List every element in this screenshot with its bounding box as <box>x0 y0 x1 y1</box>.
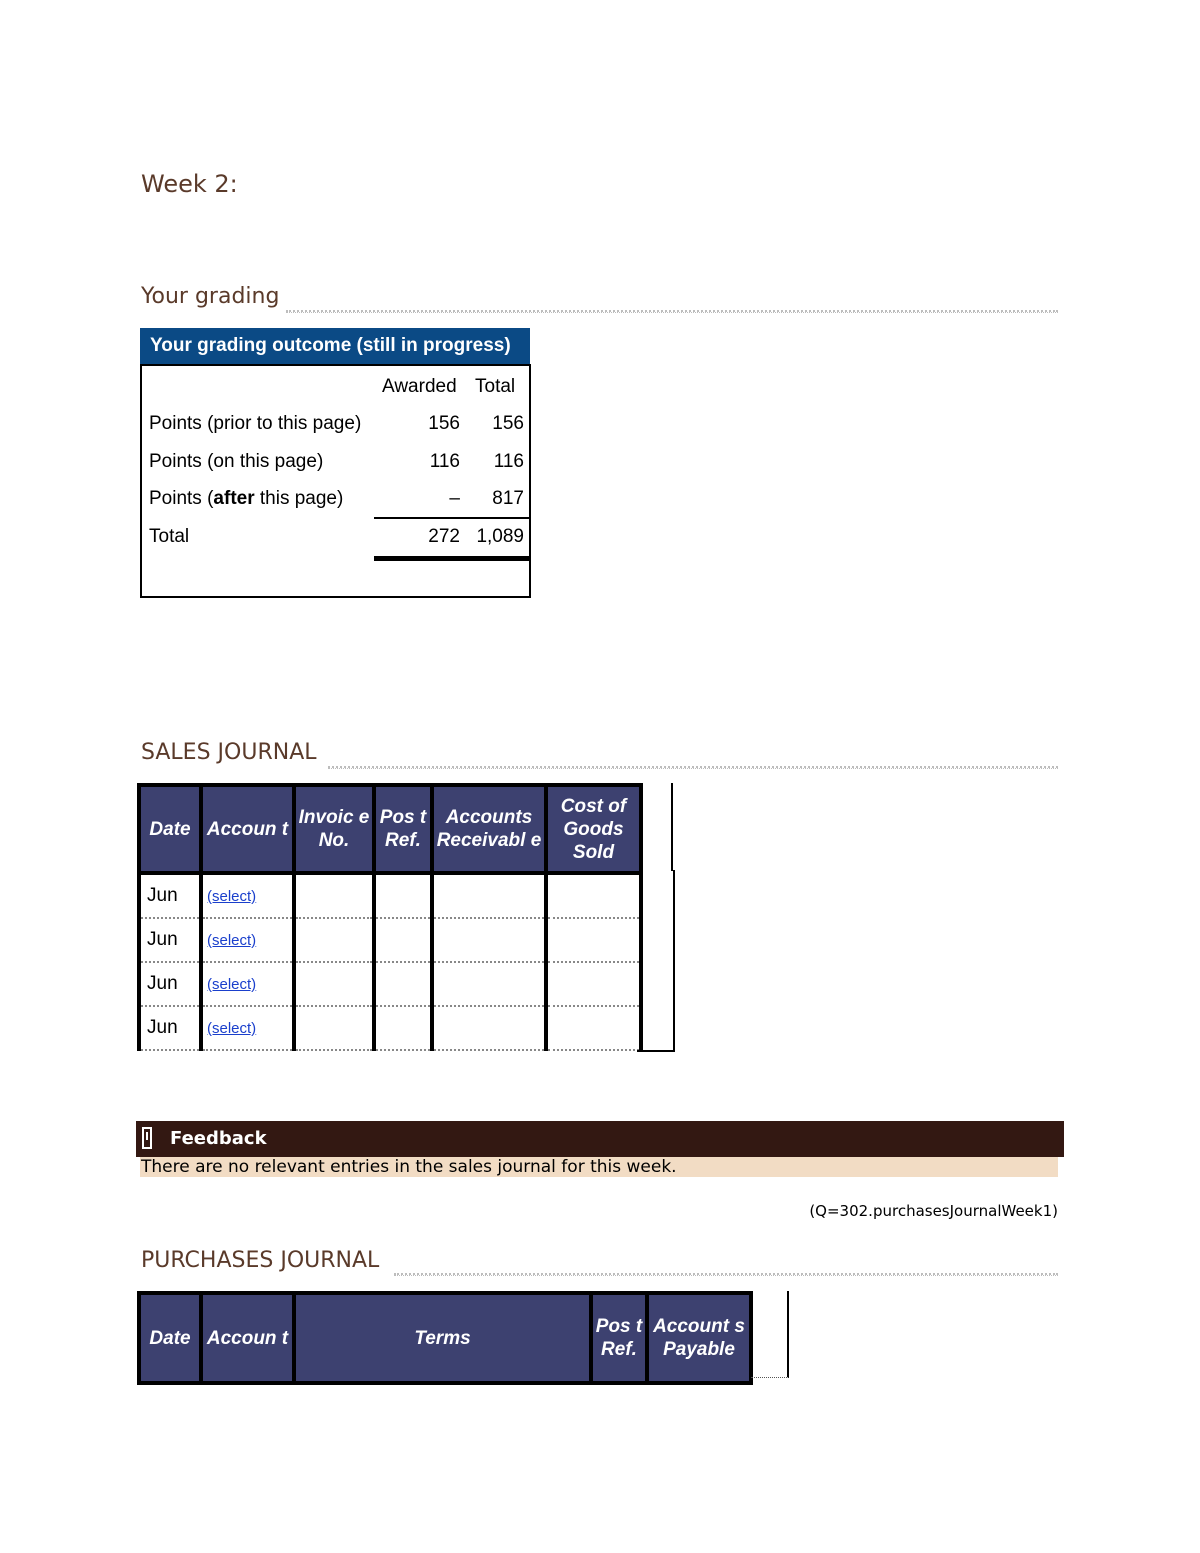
row-awarded-prior: 156 <box>428 413 460 434</box>
sales-row <box>139 873 641 918</box>
post-ref-input[interactable] <box>374 1006 432 1050</box>
invoice-input[interactable] <box>294 873 374 918</box>
post-ref-input[interactable] <box>374 873 432 918</box>
cogs-input[interactable] <box>546 1006 641 1050</box>
subtotal-rule <box>374 517 529 519</box>
post-ref-input[interactable] <box>374 918 432 962</box>
account-select-link[interactable]: (select) <box>207 1020 257 1037</box>
account-select-link[interactable]: (select) <box>207 932 257 949</box>
feedback-label: Feedback <box>170 1128 267 1149</box>
sales-header-accounts-receivable: Accounts Receivabl e <box>432 785 546 873</box>
account-cell <box>201 962 294 1006</box>
sales-row <box>139 1006 641 1050</box>
purchases-extra-column <box>751 1291 789 1378</box>
row-month: Jun <box>139 1006 201 1050</box>
row-label-prior: Points (prior to this page) <box>149 413 362 434</box>
row-label-on: Points (on this page) <box>149 451 324 472</box>
sales-header-account: Accoun t <box>201 785 294 873</box>
total-double-rule <box>374 556 529 561</box>
grading-box <box>140 364 531 598</box>
sales-header-post-ref: Pos t Ref. <box>374 785 432 873</box>
sales-header-date: Date <box>139 785 201 873</box>
accounts-receivable-input[interactable] <box>432 962 546 1006</box>
account-cell <box>201 918 294 962</box>
invoice-input[interactable] <box>294 1006 374 1050</box>
week-title: Week 2: <box>141 170 238 198</box>
cogs-input[interactable] <box>546 918 641 962</box>
purchases-header-date: Date <box>139 1293 201 1383</box>
sales-journal-title: SALES JOURNAL <box>141 740 317 765</box>
feedback-bar <box>136 1121 1064 1157</box>
row-label-after: Points (after this page) <box>149 488 344 509</box>
total-awarded: 272 <box>428 526 460 547</box>
row-awarded-after: – <box>449 488 460 509</box>
invoice-input[interactable] <box>294 918 374 962</box>
sales-extra-column-edge <box>671 783 673 871</box>
question-ref: (Q=302.purchasesJournalWeek1) <box>809 1202 1058 1220</box>
sales-journal-rule <box>328 766 1058 769</box>
accounts-receivable-input[interactable] <box>432 918 546 962</box>
sales-row <box>139 918 641 962</box>
account-select-link[interactable]: (select) <box>207 976 257 993</box>
grading-section-title: Your grading <box>141 284 280 309</box>
account-cell <box>201 873 294 918</box>
account-select-link[interactable]: (select) <box>207 888 257 905</box>
account-cell <box>201 1006 294 1050</box>
purchases-journal-table <box>137 1291 753 1385</box>
sales-journal-table <box>137 783 643 1051</box>
row-total-on: 116 <box>493 451 524 472</box>
sales-row <box>139 962 641 1006</box>
total-header: Total <box>475 376 516 397</box>
purchases-header-post-ref: Pos t Ref. <box>591 1293 647 1383</box>
row-month: Jun <box>139 962 201 1006</box>
purchases-header-account: Accoun t <box>201 1293 294 1383</box>
total-total: 1,089 <box>476 526 524 547</box>
cogs-input[interactable] <box>546 962 641 1006</box>
awarded-header: Awarded <box>382 376 457 397</box>
invoice-input[interactable] <box>294 962 374 1006</box>
row-awarded-on: 116 <box>429 451 460 472</box>
row-month: Jun <box>139 873 201 918</box>
bookmark-icon <box>142 1127 152 1149</box>
purchases-journal-title: PURCHASES JOURNAL <box>141 1248 380 1273</box>
row-month: Jun <box>139 918 201 962</box>
sales-header-invoice: Invoic e No. <box>294 785 374 873</box>
total-label: Total <box>149 526 190 547</box>
grading-rule <box>286 310 1058 313</box>
row-total-prior: 156 <box>492 413 524 434</box>
purchases-journal-rule <box>394 1273 1058 1276</box>
purchases-header-accounts-payable: Account s Payable <box>647 1293 751 1383</box>
grading-box-title: Your grading outcome (still in progress) <box>140 328 530 364</box>
sales-header-cogs: Cost of Goods Sold <box>546 785 641 873</box>
post-ref-input[interactable] <box>374 962 432 1006</box>
row-total-after: 817 <box>492 488 524 509</box>
cogs-input[interactable] <box>546 873 641 918</box>
accounts-receivable-input[interactable] <box>432 873 546 918</box>
accounts-receivable-input[interactable] <box>432 1006 546 1050</box>
feedback-text: There are no relevant entries in the sales journal for this week. <box>140 1157 1058 1177</box>
purchases-header-terms: Terms <box>294 1293 591 1383</box>
sales-extra-column <box>637 870 675 1052</box>
